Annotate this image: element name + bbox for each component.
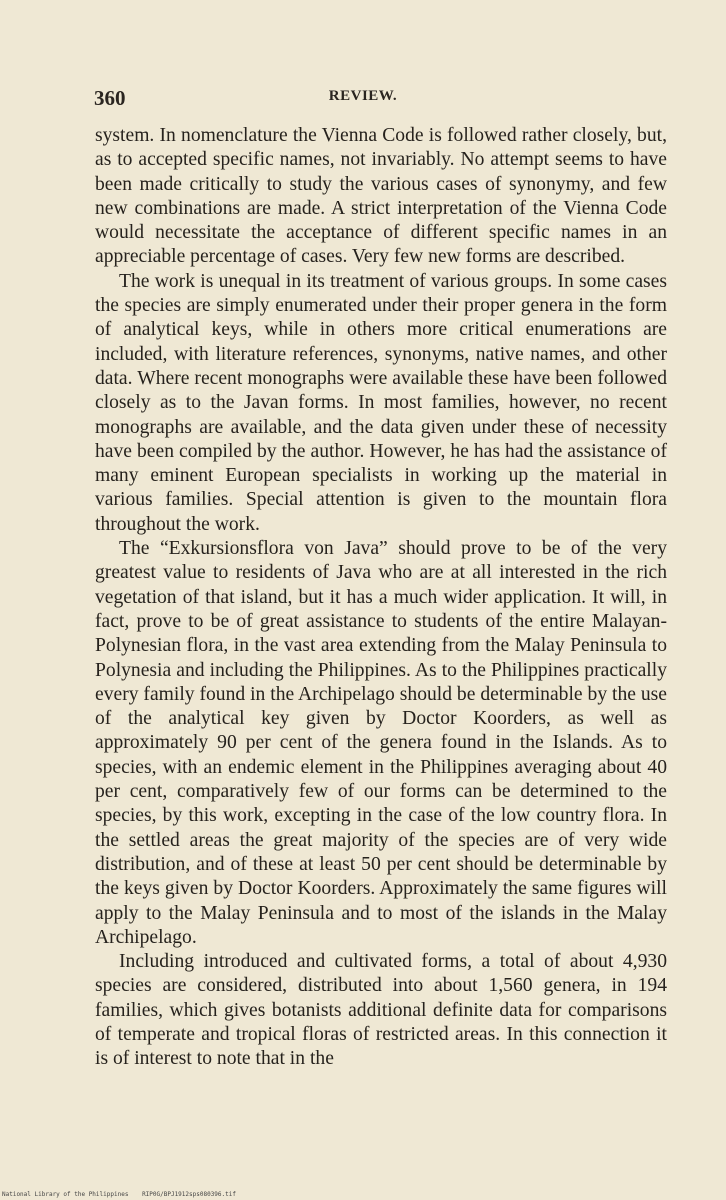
article-body xyxy=(95,124,667,1072)
paragraph: The work is unequal in its treatment of various groups. In some cases the species are simply enumerated under their proper genera in the form of analytical keys, while in others more critical enumerations are included, with literature references, synonyms, native names, and other data. Where recent monographs were available these have been followed closely as to the Javan forms. In most families, however, no recent monographs are available, and the data given under these of necessity have been compiled by the author. However, he has had the assistance of many eminent European specialists in working up the material in various families. Special attention is given to the mountain flora throughout the work. xyxy=(95,270,667,535)
paragraph: The “Exkursionsflora von Java” should prove to be of the very greatest value to residents of Java who are at all interested in the rich vegetation of that island, but it has a much wider application. It will, in fact, prove to be of great assistance to students of the entire Malayan-Polynesian flora, in the vast area extending from the Malay Peninsula to Polynesia and including the Philippines. As to the Philippines practically every family found in the Archipelago should be determinable by the use of the analytical key given by Doctor Koorders, as well as approximately 90 per cent of the genera found in the Islands. As to species, with an endemic element in the Philippines averaging about 40 per cent, comparatively few of our forms can be determined to the species, by this work, excepting in the case of the low country flora. In the settled areas the great majority of the species are of very wide distribution, and of these at least 50 per cent should be determinable by the keys given by Doctor Koorders. Approximately the same figures will apply to the Malay Peninsula and to most of the islands in the Malay Archipelago. xyxy=(95,538,667,948)
footer-library: National Library of the Philippines xyxy=(2,1191,129,1198)
running-head: REVIEW. xyxy=(328,88,398,104)
footer-file-id: RIP0G/BPJ1912sps080396.tif xyxy=(142,1191,236,1198)
page-number: 360 xyxy=(94,86,126,110)
paragraph-continued: system. In nomenclature the Vienna Code is followed rather closely, but, as to accepted specific names, not invariably. No attempt seems to have been made critically to study the various cases of synonymy, and few new combinations are made. A strict interpretation of the Vienna Code would necessitate the acceptance of different specific names in an appreciable percentage of cases. Very few new forms are described. xyxy=(95,125,667,268)
paragraph: Including introduced and cultivated forms, a total of about 4,930 species are considered, distributed into about 1,560 genera, in 194 families, which gives botanists additional definite data for comparisons of temperate and tropical floras of restricted areas. In this connection it is of interest to note that in the xyxy=(95,951,667,1070)
scan-footer xyxy=(2,1191,236,1198)
